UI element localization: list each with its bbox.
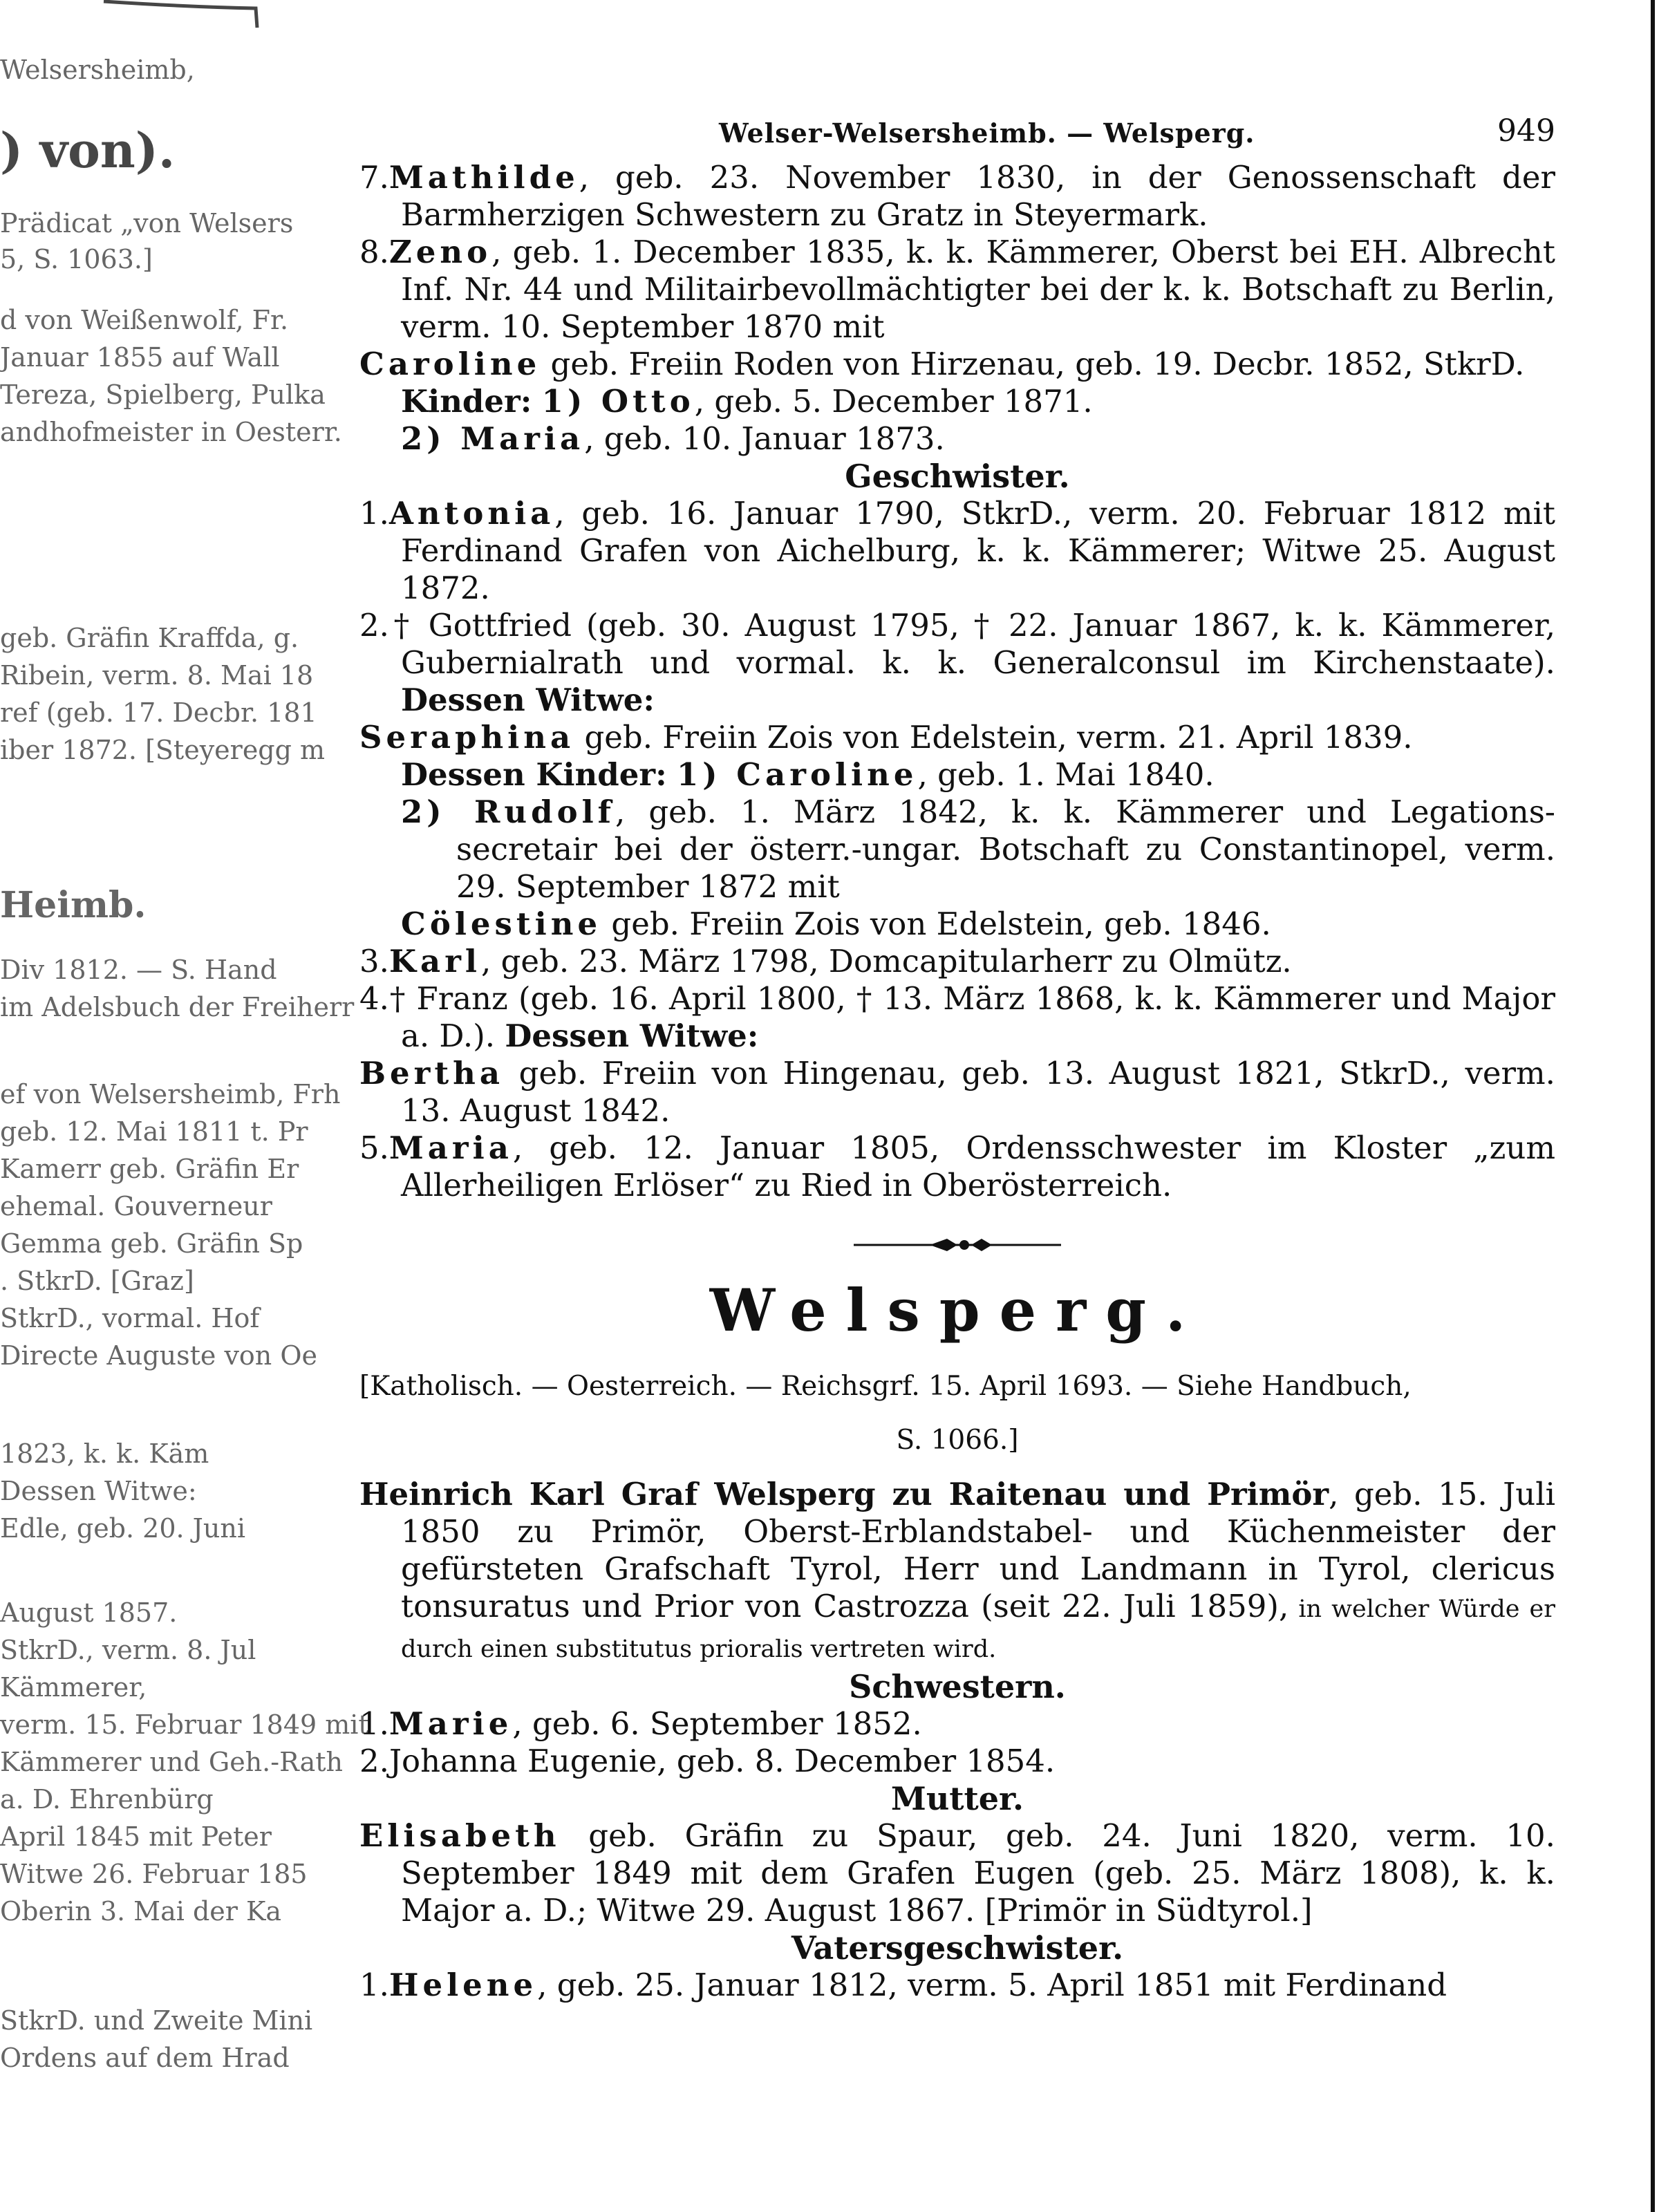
- entry-zeno: [359, 234, 1555, 346]
- entry-text: , geb. 1. Mai 1840.: [917, 756, 1215, 793]
- facing-page-fragment: Div 1812. — S. Hand: [0, 955, 277, 985]
- heading-mutter: Mutter.: [890, 1780, 1024, 1817]
- entry-kinder-otto: [359, 383, 1555, 420]
- entry-text: † Gottfried (geb. 30. August 1795, † 22. Januar 1867, k. k. Kämmerer, Gubernialrath und vormal. k. k. Generalconsul im Kirchenstaate).: [388, 607, 1555, 681]
- person-name: Seraphina: [359, 719, 575, 756]
- facing-page-fragment: StkrD. und Zweite Mini: [0, 2005, 313, 2036]
- facing-page-fragment: Prädicat „von Welsers: [0, 208, 294, 238]
- facing-page-fragment: geb. Gräfin Kraffda, g.: [0, 623, 299, 653]
- page-number: 949: [1497, 113, 1555, 149]
- book-page: [359, 104, 1555, 2004]
- person-name: 1) Caroline: [677, 756, 918, 793]
- person-name: Zeno: [388, 234, 492, 270]
- entry-number: 2.: [359, 607, 389, 644]
- entry-text: , geb. 5. December 1871.: [694, 383, 1093, 420]
- entry-coelestine: [359, 906, 1555, 943]
- entry-number: 8.: [359, 234, 389, 270]
- running-title: Welser-Welsersheimb. — Welsperg.: [719, 118, 1255, 149]
- entry-seraphina: [359, 719, 1555, 756]
- ornament-rule: [854, 1235, 1061, 1255]
- entry-number: 4.: [359, 980, 389, 1017]
- entry-text: , geb. 1. März 1842, k. k. Kämmerer und Legations-secretair bei der österr.-ungar. Botschaft zu Constantinopel, verm. 29. September 1872 mit: [456, 794, 1555, 905]
- facing-page-strip: [0, 0, 369, 2212]
- heading-geschwister: Geschwister.: [845, 458, 1070, 495]
- heading-vatersgeschwister: Vatersgeschwister.: [791, 1929, 1124, 1967]
- entry-text: † Franz (geb. 16. April 1800, † 13. März 1868, k. k. Kämmerer und Major a. D.).: [388, 980, 1555, 1054]
- entry-text: , geb. 12. Januar 1805, Ordensschwester im Kloster „zum Allerheiligen Erlöser“ zu Ried in Oberösterreich.: [401, 1130, 1555, 1203]
- page-edge: [1651, 0, 1655, 2212]
- entry-number: 3.: [359, 943, 389, 980]
- person-name: Helene: [388, 1967, 538, 2003]
- facing-page-fragment: April 1845 mit Peter: [0, 1821, 272, 1852]
- fold-mark: [104, 0, 263, 31]
- entry-text: geb. Freiin Roden von Hirzenau, geb. 19. Decbr. 1852, StkrD.: [541, 346, 1525, 382]
- facing-page-fragment: verm. 15. Februar 1849 mit: [0, 1709, 369, 1740]
- entry-caroline: [359, 346, 1555, 383]
- entry-text: Johanna Eugenie, geb. 8. December 1854.: [388, 1743, 1056, 1779]
- person-name: Maria: [388, 1130, 513, 1166]
- facing-page-fragment: Tereza, Spielberg, Pulka: [0, 379, 326, 410]
- facing-page-fragment: Heimb.: [0, 884, 147, 926]
- kinder-label: Dessen Kinder:: [401, 756, 667, 793]
- entry-elisabeth: [359, 1817, 1555, 1929]
- person-name: Marie: [388, 1705, 513, 1742]
- entry-karl: [359, 943, 1555, 980]
- person-name: Karl: [388, 943, 482, 980]
- facing-page-fragment: Kamerr geb. Gräfin Er: [0, 1154, 299, 1184]
- person-name: Elisabeth: [359, 1817, 561, 1854]
- entry-number: 2.: [359, 1743, 389, 1779]
- facing-page-fragment: ehemal. Gouverneur: [0, 1191, 272, 1221]
- entry-heinrich-karl: [359, 1476, 1555, 1668]
- person-name: 2) Rudolf: [401, 794, 616, 830]
- facing-page-fragment: StkrD., verm. 8. Jul: [0, 1635, 256, 1665]
- facing-page-fragment: Directe Auguste von Oe: [0, 1340, 317, 1371]
- entry-text: , geb. 16. Januar 1790, StkrD., verm. 20. Februar 1812 mit Ferdinand Grafen von Aichelburg, k. k. Kämmerer; Witwe 25. August 1872.: [401, 495, 1555, 606]
- entry-maria-sister: [359, 1130, 1555, 1204]
- facing-page-fragment: Kämmerer,: [0, 1672, 147, 1703]
- facing-page-fragment: Ordens auf dem Hrad: [0, 2043, 290, 2073]
- entry-text: , geb. 10. Januar 1873.: [584, 420, 945, 457]
- facing-page-fragment: StkrD., vormal. Hof: [0, 1303, 260, 1333]
- facing-page-fragment: Kämmerer und Geh.-Rath: [0, 1747, 343, 1777]
- entry-text: , geb. 23. November 1830, in der Genossenschaft der Barmherzigen Schwestern zu Gratz in Steyermark.: [401, 159, 1555, 233]
- facing-page-fragment: Edle, geb. 20. Juni: [0, 1513, 246, 1544]
- entry-marie: [359, 1705, 1555, 1743]
- facing-page-fragment: Witwe 26. Februar 185: [0, 1859, 308, 1889]
- facing-page-fragment: geb. 12. Mai 1811 t. Pr: [0, 1116, 308, 1147]
- family-bracket-ref: S. 1066.]: [896, 1425, 1019, 1456]
- entry-number: 1.: [359, 495, 389, 532]
- entry-antonia: [359, 495, 1555, 607]
- entry-text: geb. Freiin Zois von Edelstein, geb. 1846.: [601, 906, 1271, 942]
- facing-page-fragment: 1823, k. k. Käm: [0, 1438, 209, 1469]
- facing-page-fragment: a. D. Ehrenbürg: [0, 1784, 214, 1815]
- entry-number: 7.: [359, 159, 389, 196]
- entry-dessen-kinder: [359, 756, 1555, 794]
- running-head: [359, 104, 1555, 159]
- entry-number: 1.: [359, 1705, 389, 1742]
- entry-text: , geb. 6. September 1852.: [512, 1705, 922, 1742]
- facing-page-fragment: ef von Welsersheimb, Frh: [0, 1079, 341, 1109]
- family-bracket-note: [Katholisch. — Oesterreich. — Reichsgrf. 15. April 1693. — Siehe Handbuch,: [359, 1371, 1412, 1402]
- entry-maria-child: [359, 420, 1555, 458]
- facing-page-fragment: d von Weißenwolf, Fr.: [0, 305, 289, 335]
- entry-text: geb. Freiin von Hingenau, geb. 13. August 1821, StkrD., verm. 13. August 1842.: [401, 1055, 1555, 1129]
- facing-page-fragment: andhofmeister in Oesterr.: [0, 417, 342, 447]
- facing-page-fragment: Ribein, verm. 8. Mai 18: [0, 660, 314, 691]
- witwe-label: Dessen Witwe:: [505, 1018, 759, 1054]
- facing-page-fragment: . StkrD. [Graz]: [0, 1266, 194, 1296]
- facing-page-fragment: ref (geb. 17. Decbr. 181: [0, 697, 317, 728]
- person-name: Caroline: [359, 346, 541, 382]
- facing-page-fragment: Gemma geb. Gräfin Sp: [0, 1228, 303, 1259]
- person-name: Mathilde: [388, 159, 579, 196]
- entry-mathilde: [359, 159, 1555, 234]
- entry-franz: [359, 980, 1555, 1055]
- entry-johanna: [359, 1743, 1555, 1780]
- section-ornament: [359, 1235, 1555, 1255]
- person-name: Heinrich Karl Graf Welsperg zu Raitenau und Primör: [359, 1476, 1329, 1512]
- section-title-welsperg: Welsperg.: [709, 1276, 1206, 1344]
- person-name: Cölestine: [401, 906, 602, 942]
- person-name: 1) Otto: [541, 383, 695, 420]
- facing-page-fragment: im Adelsbuch der Freiherr: [0, 992, 355, 1022]
- witwe-label: Dessen Witwe:: [401, 682, 655, 718]
- entry-gottfried: [359, 607, 1555, 719]
- entry-text: geb. Gräfin zu Spaur, geb. 24. Juni 1820, verm. 10. September 1849 mit dem Grafen Eugen (geb. 25. März 1808), k. k. Major a. D.; Witwe 29. August 1867. [Primör in Südtyrol.]: [401, 1817, 1555, 1929]
- person-name: Antonia: [388, 495, 555, 532]
- facing-page-fragment: Oberin 3. Mai der Ka: [0, 1896, 282, 1927]
- person-name: 2) Maria: [401, 420, 585, 457]
- kinder-label: Kinder:: [401, 383, 532, 420]
- facing-page-fragment: Dessen Witwe:: [0, 1476, 197, 1506]
- facing-page-fragment: ) von).: [0, 122, 176, 179]
- entry-number: 1.: [359, 1967, 389, 2003]
- facing-page-fragment: Welsersheimb,: [0, 55, 195, 85]
- entry-bertha: [359, 1055, 1555, 1130]
- entry-text: , geb. 25. Januar 1812, verm. 5. April 1851 mit Ferdinand: [537, 1967, 1447, 2003]
- facing-page-fragment: Januar 1855 auf Wall: [0, 342, 280, 373]
- heading-schwestern: Schwestern.: [849, 1668, 1066, 1705]
- facing-page-fragment: 5, S. 1063.]: [0, 244, 153, 274]
- entry-text: , geb. 1. December 1835, k. k. Kämmerer, Oberst bei EH. Albrecht Inf. Nr. 44 und Militairbevollmächtigter bei der k. k. Botschaft zu Berlin, verm. 10. September 1870 mit: [401, 234, 1555, 345]
- entry-text: geb. Freiin Zois von Edelstein, verm. 21. April 1839.: [574, 719, 1413, 756]
- entry-text: , geb. 15. Juli 1850 zu Primör, Oberst-Erblandstabel- und Küchenmeister der gefürsteten Grafschaft Tyrol, Herr und Landmann in Tyrol, clericus tonsuratus und Prior von Castrozza (seit 22. Juli 1859),: [401, 1476, 1555, 1624]
- facing-page-fragment: August 1857.: [0, 1597, 178, 1628]
- person-name: Bertha: [359, 1055, 505, 1091]
- facing-page-fragment: iber 1872. [Steyeregg m: [0, 735, 326, 765]
- entry-text: , geb. 23. März 1798, Domcapitularherr zu Olmütz.: [481, 943, 1292, 980]
- entry-rudolf: [359, 794, 1555, 906]
- entry-number: 5.: [359, 1130, 389, 1166]
- entry-helene: [359, 1967, 1555, 2004]
- entry-note: in welcher Würde er durch einen substitutus prioralis vertreten wird.: [401, 1595, 1555, 1663]
